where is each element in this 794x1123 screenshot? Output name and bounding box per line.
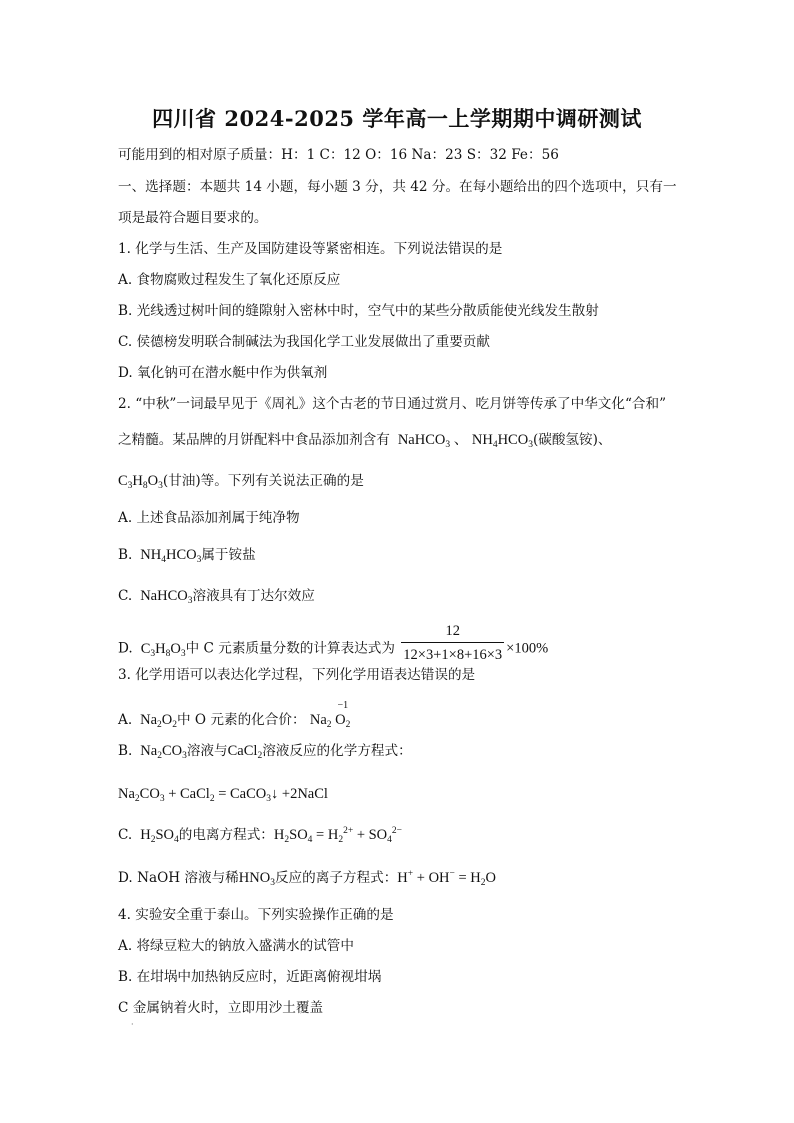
- q2-option-a: A. 上述食品添加剂属于纯净物: [118, 510, 300, 526]
- fraction-denominator: 12×3+1×8+16×3: [403, 647, 503, 663]
- q3-option-c: [118, 826, 402, 844]
- ionic-equation: $H^+ + OH^- = H_2O$: [397, 869, 497, 888]
- formula-cacl2: CaCl$_2$: [227, 743, 263, 761]
- formula-hno3: $HNO_3$: [238, 870, 275, 888]
- percent-factor: ×100%: [506, 640, 549, 657]
- q3-option-b-equation: $Na_2CO_3$ + CaCl$_2$ = CaCO$_3$↓ +2NaCl: [118, 786, 328, 804]
- q3-option-c-label: C.: [118, 827, 133, 843]
- section1-intro-line2: 项是最符合题目要求的。: [118, 210, 268, 226]
- q3-stem: 3. 化学用语可以表达化学过程，下列化学用语表达错误的是: [118, 667, 476, 683]
- q2-stem-line3-text: (甘油)等。下列有关说法正确的是: [162, 473, 364, 489]
- q3-option-d-label: D.: [118, 870, 133, 886]
- q3-option-d-text1: NaOH 溶液与稀: [137, 870, 239, 886]
- q3-option-b: [118, 742, 412, 760]
- q3-option-b-label: B.: [118, 743, 133, 759]
- q2-stem-line3: [118, 472, 364, 490]
- formula-na2co3: $Na_2CO_3$: [136, 743, 187, 761]
- formula-nh4hco3: $NH_4HCO_3$: [136, 547, 202, 565]
- formula-h2so4: $H_2SO_4$: [136, 827, 179, 845]
- q2-stem-line2: [118, 431, 612, 449]
- exam-title: 四川省 2024-2025 学年高一上学期期中调研测试: [152, 106, 642, 131]
- q4-option-b: B. 在坩埚中加热钠反应时，近距离俯视坩埚: [118, 969, 382, 985]
- q2-option-c-text: 溶液具有丁达尔效应: [192, 588, 315, 604]
- q2-stem-line1: 2. “中秋”一词最早见于《周礼》这个古老的节日通过赏月、吃月饼等传承了中华文化“合和”: [118, 396, 667, 412]
- formula-nahco3: NaHCO$_3$: [136, 588, 193, 606]
- q2-stem-line2-text: 之精髓。某品牌的月饼配料中食品添加剂含有: [118, 432, 390, 448]
- valence-notation: $Na_2$ −1 $O_2$: [309, 700, 351, 730]
- q2-option-b-text: 属于铵盐: [201, 547, 256, 563]
- q4-stem: 4. 实验安全重于泰山。下列实验操作正确的是: [118, 907, 394, 923]
- mass-fraction-expression: [401, 622, 504, 664]
- q2-stem-line2-tail: (碳酸氢铵)、: [532, 432, 612, 448]
- formula-c3h8o3: $C_3H_8O_3$: [137, 640, 186, 659]
- q2-option-d-label: D.: [118, 640, 133, 657]
- q3-option-c-text: 的电离方程式：: [178, 827, 274, 843]
- q1-option-a: A. 食物腐败过程发生了氧化还原反应: [118, 272, 341, 288]
- atomic-masses-line: 可能用到的相对原子质量：H：1 C：12 O：16 Na：23 S：32 Fe：56: [118, 147, 559, 163]
- q1-stem: 1. 化学与生活、生产及国防建设等紧密相连。下列说法错误的是: [118, 241, 503, 257]
- scan-mark: ·: [131, 1020, 134, 1029]
- section1-intro-line1: 一、选择题：本题共 14 小题，每小题 3 分，共 42 分。在每小题给出的四个选项中，只有一: [118, 179, 677, 195]
- q2-option-b: [118, 546, 256, 564]
- q2-option-d: [118, 623, 549, 670]
- q4-option-a: A. 将绿豆粒大的钠放入盛满水的试管中: [118, 938, 354, 954]
- valence-value: −1: [337, 700, 349, 711]
- q2-option-c-label: C.: [118, 588, 133, 604]
- q1-option-b: B. 光线透过树叶间的缝隙射入密林中时，空气中的某些分散质能使光线发生散射: [118, 303, 599, 319]
- q3-option-d: [118, 869, 496, 887]
- ionization-equation: $H_2SO_4 = H_2^{2+} + SO_4^{2-}$: [273, 826, 403, 845]
- q3-option-a: [118, 700, 351, 730]
- q1-option-c: C. 侯德榜发明联合制碱法为我国化学工业发展做出了重要贡献: [118, 334, 490, 350]
- formula-nahco3: NaHCO$_3$ 、 $NH_4HCO_3$: [394, 432, 533, 450]
- q3-option-b-text2: 溶液反应的化学方程式：: [262, 743, 412, 759]
- q3-option-d-text2: 反应的离子方程式：: [274, 870, 398, 886]
- q2-option-d-text: 中 C 元素质量分数的计算表达式为: [185, 640, 395, 657]
- q3-option-a-text: 中 O 元素的化合价：: [177, 712, 306, 728]
- formula-na2o2: $Na_2O_2$: [136, 712, 177, 730]
- fraction-numerator: 12: [401, 622, 504, 643]
- q2-option-c: [118, 587, 315, 605]
- formula-c3h8o3: $C_3H_8O_3$: [118, 473, 163, 491]
- q2-option-b-label: B.: [118, 547, 133, 563]
- q4-option-c: C 金属钠着火时，立即用沙土覆盖: [118, 1000, 324, 1016]
- q1-option-d: D. 氧化钠可在潜水艇中作为供氧剂: [118, 365, 328, 381]
- q3-option-b-text1: 溶液与: [186, 743, 228, 759]
- q3-option-a-label: A.: [118, 712, 133, 728]
